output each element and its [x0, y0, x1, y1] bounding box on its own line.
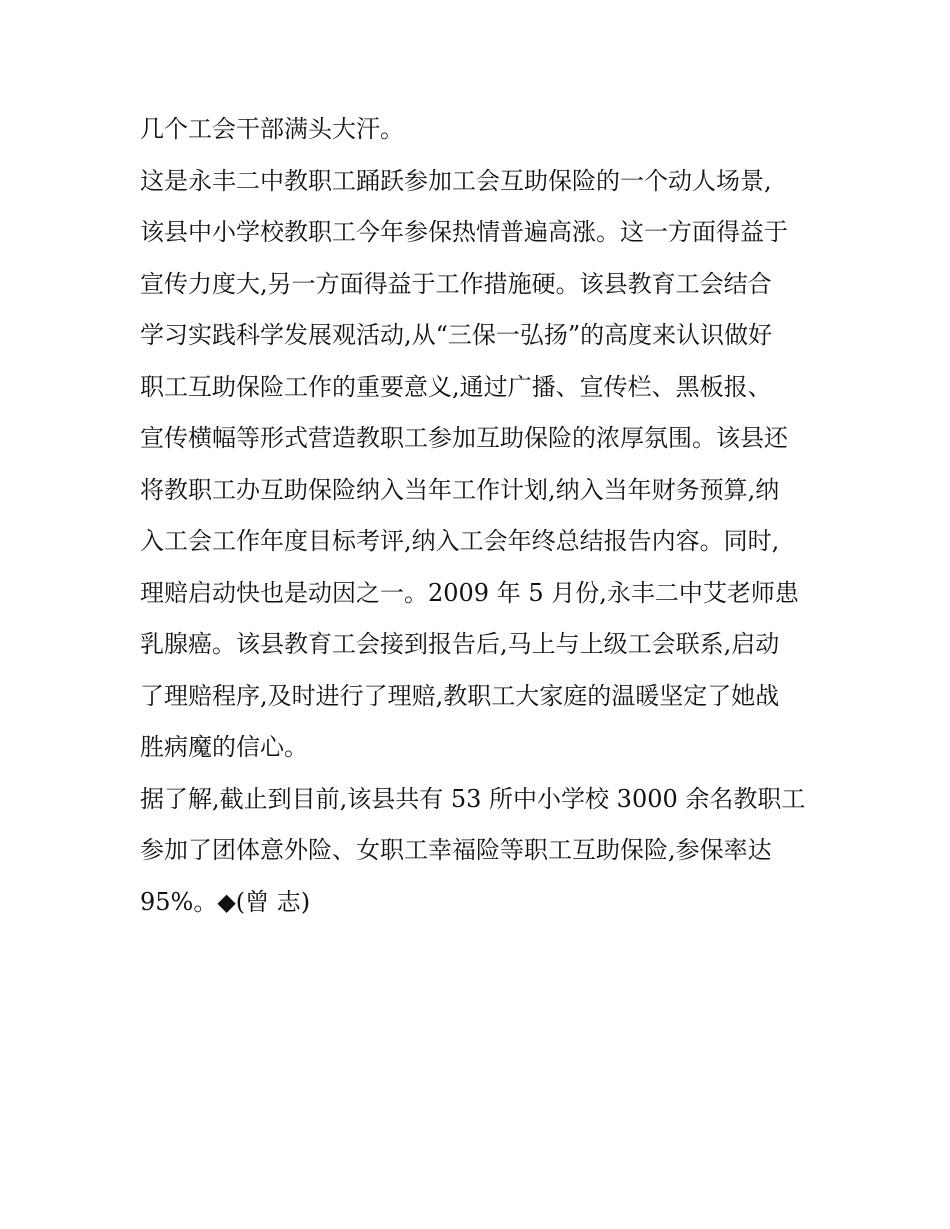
- text-line: 将教职工办互助保险纳入当年工作计划,纳入当年财务预算,纳: [140, 475, 780, 504]
- text-line: 入工会工作年度目标考评,纳入工会年终总结报告内容。同时,: [140, 527, 780, 555]
- text-line: 乳腺癌。该县教育工会接到报告后,马上与上级工会联系,启动: [140, 630, 780, 658]
- text-line: 宣传横幅等形式营造教职工参加互助保险的浓厚氛围。该县还: [140, 424, 788, 452]
- text-line: 几个工会干部满头大汗。: [140, 115, 404, 143]
- text-line: 胜病魔的信心。: [140, 733, 308, 761]
- text-line: 理赔启动快也是动因之一。2009 年 5 月份,永丰二中艾老师患: [140, 578, 799, 607]
- text-line: 这是永丰二中教职工踊跃参加工会互助保险的一个动人场景,: [140, 166, 772, 195]
- text-line: 学习实践科学发展观活动,从“三保一弘扬”的高度来认识做好: [140, 321, 773, 349]
- text-line: 据了解,截止到目前,该县共有 53 所中小学校 3000 余名教职工: [140, 784, 806, 813]
- text-line: 了理赔程序,及时进行了理赔,教职工大家庭的温暖坚定了她战: [140, 681, 780, 710]
- text-line: 该县中小学校教职工今年参保热情普遍高涨。这一方面得益于: [140, 218, 788, 246]
- text-line: 职工互助保险工作的重要意义,通过广播、宣传栏、黑板报、: [140, 372, 772, 401]
- text-line: 参加了团体意外险、女职工幸福险等职工互助保险,参保率达: [140, 836, 772, 864]
- text-line: 宣传力度大,另一方面得益于工作措施硬。该县教育工会结合: [140, 269, 772, 298]
- article-body: [140, 104, 820, 928]
- text-line: 95%。◆(曾 志): [140, 887, 311, 916]
